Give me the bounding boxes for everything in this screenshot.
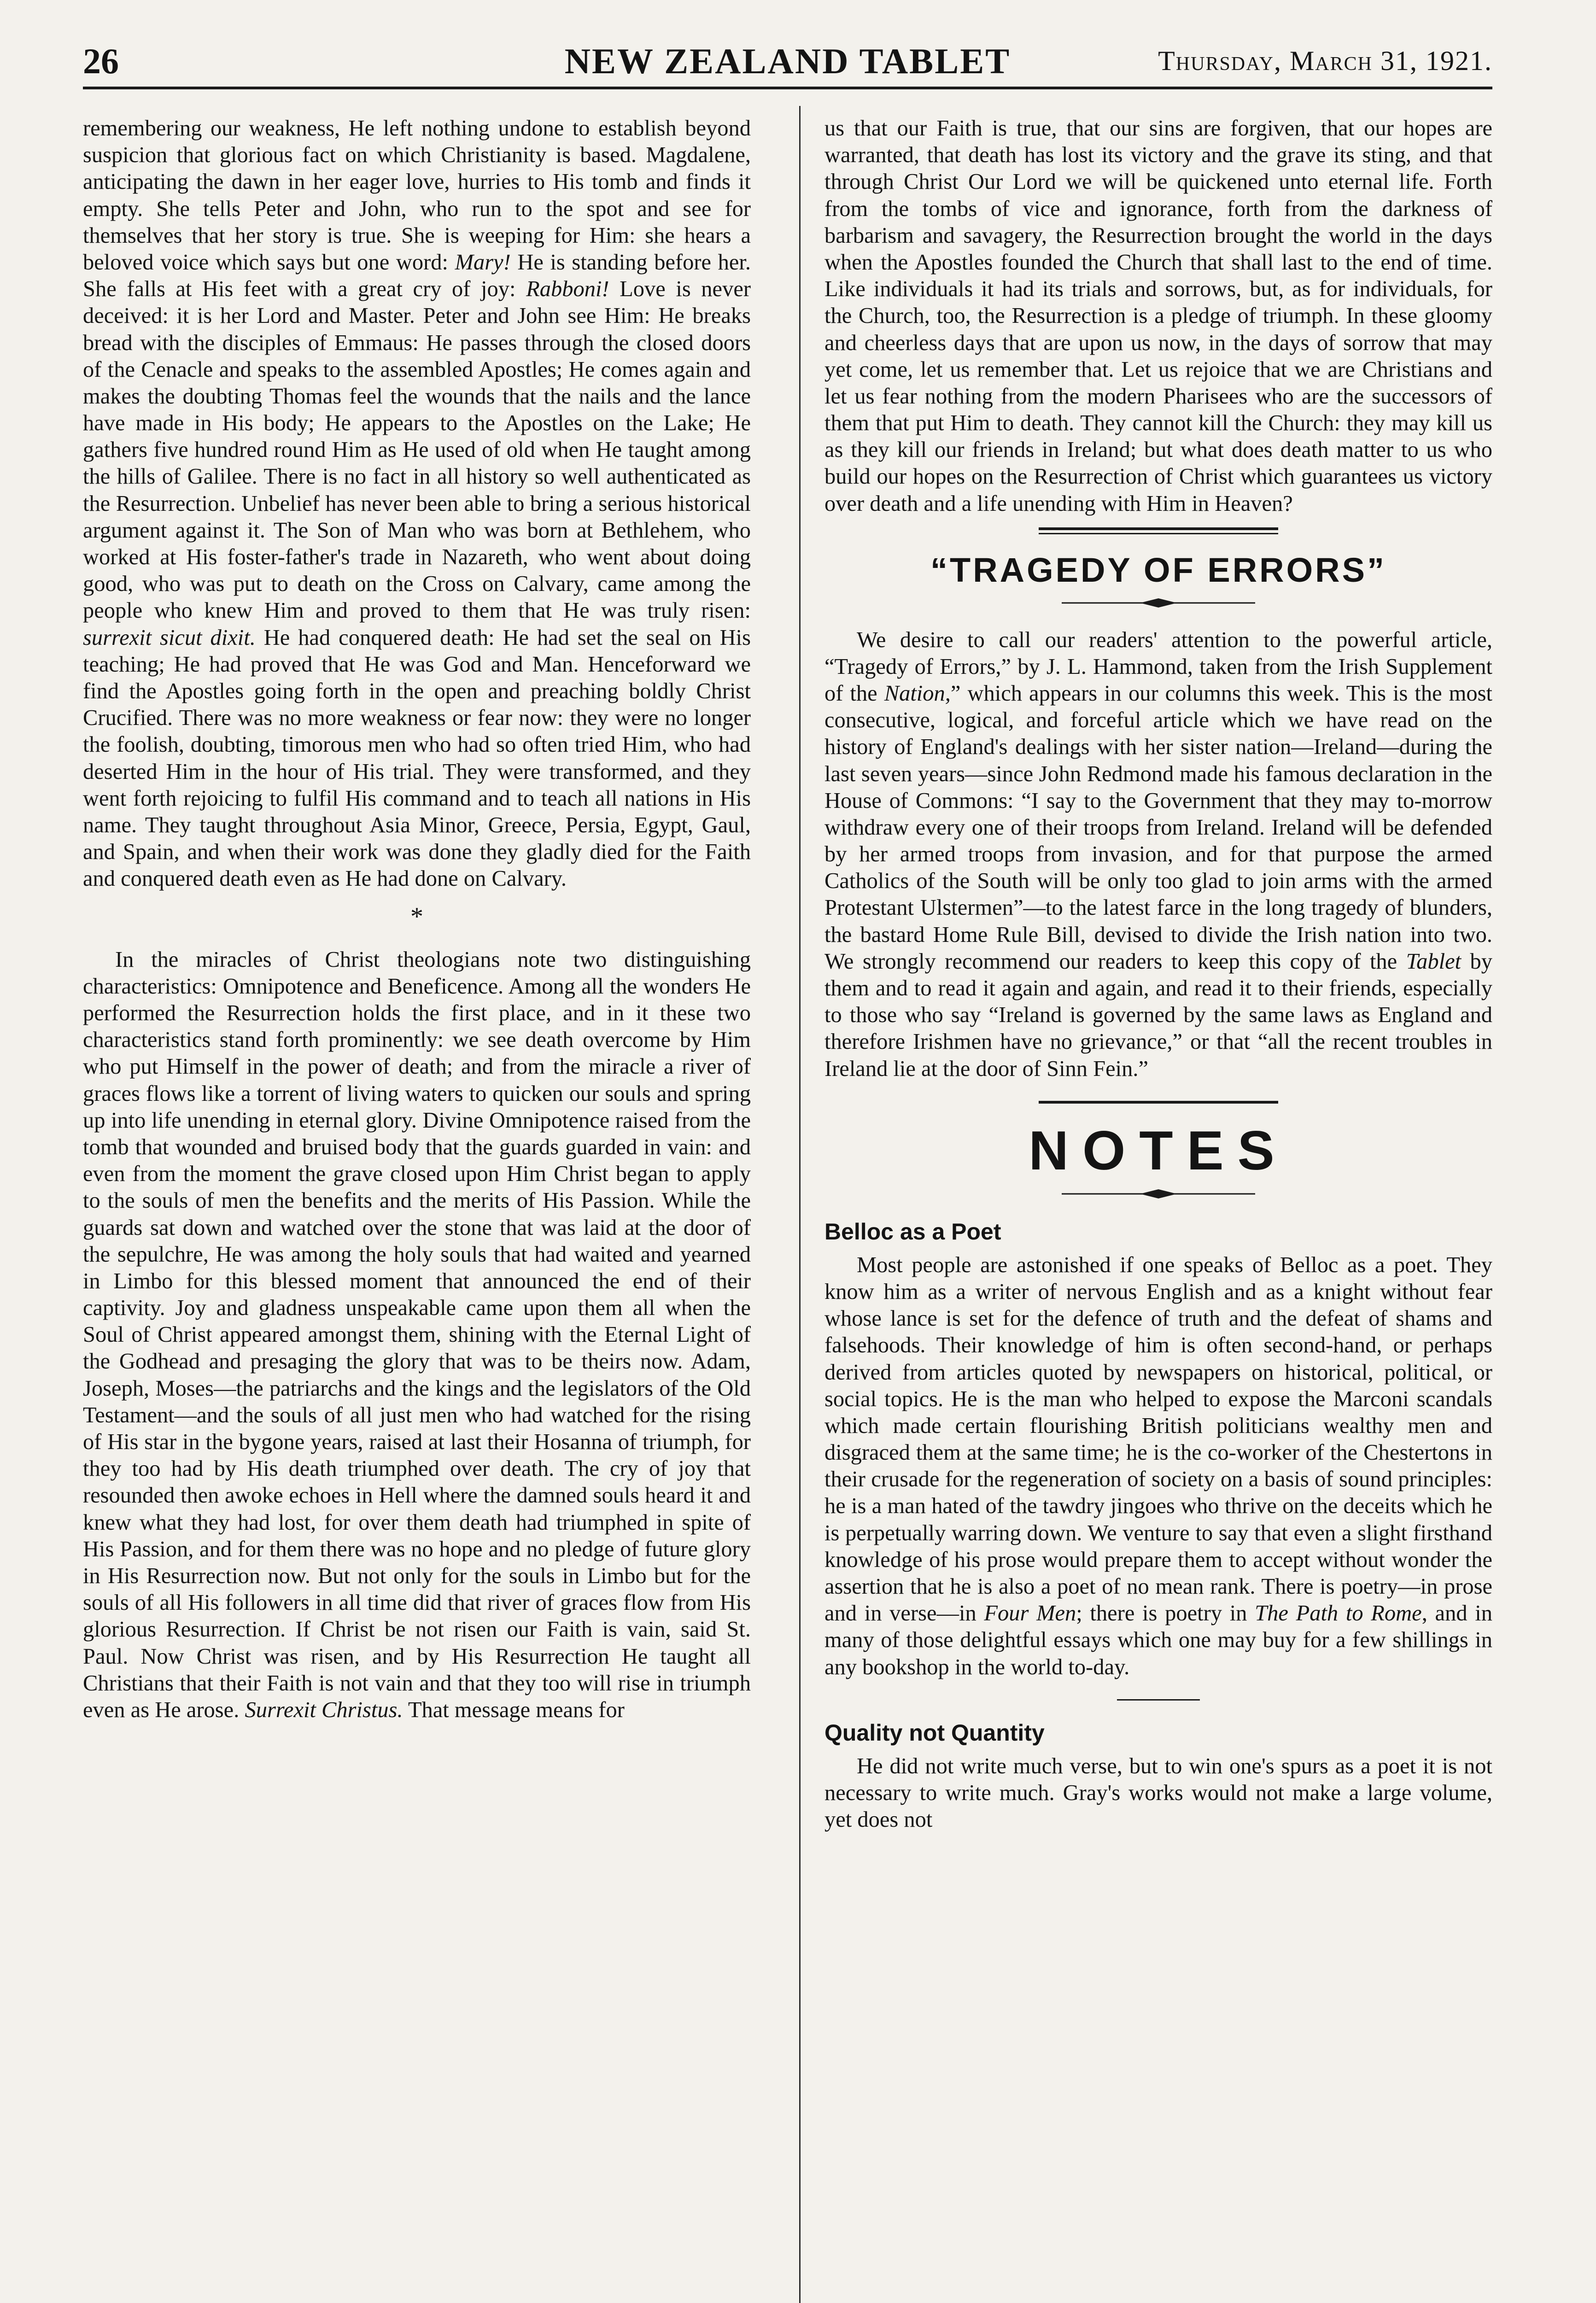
section-separator: * [410,902,423,931]
right-column [824,115,1492,1833]
tragedy-of-errors-heading: “TRAGEDY OF ERRORS” [930,550,1386,589]
quality-heading: Quality not Quantity [824,1719,1045,1746]
resurrection-paragraph-1: remembering our weakness, He left nothing undone to establish beyond suspicion that glorious fact on which Christianity is based. Magdalene, anticipating the dawn in her eager love, hurries to His tomb and finds it empty. She tells Peter and John, who run to the spot and see for themselves that her story is true. She is weeping for Him: she hears a beloved voice which says but one word: Mary! He is standing before her. She falls at His feet with a great cry of joy: Rabboni! Love is never deceived: it is her Lord and Master. Peter and John see Him: He breaks bread with the disciples of Emmaus: He passes through the closed doors of the Cenacle and speaks to the assembled Apostles; He comes again and makes the doubting Thomas feel the wounds that the nails and the lance have made in His body; He appears to the Apostles on the Lake; He gathers five hundred round Him as He used of old when He taught among the hills of Galilee. There is no fact in all history so well authenticated as the Resurrection. Unbelief has never been able to bring a serious historical argument against it. The Son of Man who was born at Bethlehem, who worked at His foster-father's trade in Nazareth, who went about doing good, who was put to death on the Cross on Calvary, came among the people who knew Him and proved to them that He was truly risen: surrexit sicut dixit. He had conquered death: He had set the seal on His teaching; He had proved that He was God and Man. Henceforward we find the Apostles going forth in the open and preaching boldly Christ Crucified. There was no more weakness or fear now: they were no longer the foolish, doubting, timorous men who had so often tried Him, who had deserted Him in the hour of His trial. They were transformed, and they went forth rejoicing to fulfil His command and to teach all nations in His name. They taught throughout Asia Minor, Greece, Persia, Egypt, Gaul, and Spain, and when their work was done they gladly died for the Faith and conquered death even as He had done on Calvary. [83,116,751,891]
column-divider [799,106,801,2303]
resurrection-paragraph-2: In the miracles of Christ theologians note two distinguishing characteristics: Omnipotence and Beneficence. Among all the wonders He performed the Resurrection holds the first place, and in it these two characteristics stand forth prominently: we see death overcome by Him who put Himself in the power of death; and from the miracle a river of graces flows like a torrent of living waters to quicken our souls and spring up into life unending in eternal glory. Divine Omnipotence raised from the tomb that wounded and bruised body that the guards guarded in vain: and even from the moment the grave closed upon Him Christ began to apply to the souls of men the benefits and the merits of His Passion. While the guards sat down and watched over the stone that was laid at the door of the sepulchre, He was among the holy souls that had waited and yearned in Limbo for this blessed moment that announced the end of their captivity. Joy and gladness unspeakable came upon them all when the Soul of Christ appeared amongst them, shining with the Eternal Light of the Godhead and presaging the glory that was to be theirs now. Adam, Joseph, Moses—the patriarchs and the kings and the legislators of the Old Testament—and the souls of all just men who had watched for the rising of His star in the bygone years, raised at last their Hosanna of triumph, for they too had by His death triumphed over death. The cry of joy that resounded then awoke echoes in Hell where the damned souls heard it and knew what they had lost, for over them death had triumphed in spite of His Passion, and for them there was no hope and no pledge of future glory in His Resurrection now. But not only for the souls in Limbo but for the souls of all His followers in all time did that river of graces flow from His glorious Resurrection. If Christ be not risen our Faith is vain, said St. Paul. Now Christ was risen, and by His Resurrection He taught all Christians that their Faith is not vain and that they too will rise in triumph even as He arose. Surrexit Christus. That message means for [83,947,751,1722]
quality-paragraph: He did not write much verse, but to win one's spurs as a poet it is not necessary to write much. Gray's works would not make a large volume, yet does not [824,1754,1492,1832]
left-column [83,115,751,1724]
belloc-paragraph: Most people are astonished if one speaks of Belloc as a poet. They know him as a writer of nervous English and as a knight without fear whose lance is set for the defence of truth and the defeat of shams and falsehoods. Their knowledge of him is often second-hand, or perhaps derived from articles quoted by newspapers on historical, political, or social topics. He is the man who helped to expose the Marconi scandals which made certain flourishing British politicians wealthy men and disgraced them at the same time; he is the co-worker of the Chestertons in their crusade for the regeneration of society on a basis of sound principles: he is a man hated of the tawdry jingoes who thrive on the deceits which he is perpetually warring down. We venture to say that even a slight firsthand knowledge of his prose would prepare them to accept without wonder the assertion that he is also a poet of no mean rank. There is poetry—in prose and in verse—in Four Men; there is poetry in The Path to Rome, and in many of those delightful essays which one may buy for a few shillings in any bookshop in the world to-day. [824,1252,1492,1679]
page-number: 26 [83,41,119,81]
notes-rule [1039,1101,1278,1104]
italic-run: Mary! [455,250,511,275]
italic-run: Rabboni! [526,277,609,302]
belloc-heading: Belloc as a Poet [824,1218,1001,1245]
italic-run: Four Men [984,1601,1076,1626]
notes-heading: NOTES [1029,1119,1288,1181]
heading-rule-thin [1039,533,1278,534]
italic-run: surrexit sicut dixit. [83,625,256,650]
tragedy-of-errors-paragraph: We desire to call our readers' attention to the powerful article, “Tragedy of Errors,” by J. L. Hammond, taken from the Irish Supplement of the Nation,” which appears in our columns this week. This is the most consecutive, logical, and forceful article which we have read on the history of England's dealings with her sister nation—Ireland—during the last seven years—since John Redmond made his famous declaration in the House of Commons: “I say to the Government that they may to-morrow withdraw every one of their troops from Ireland. Ireland will be defended by her armed troops from invasion, and for that purpose the armed Catholics of the South will be only too glad to join arms with the armed Protestant Ulstermen”—to the latest farce in the long tragedy of blunders, the bastard Home Rule Bill, devised to divide the Irish nation into two. We strongly recommend our readers to keep this copy of the Tablet by them and to read it again and again, and read it to their friends, especially to those who say “Ireland is governed by the same laws as England and therefore Irishmen have no grievance,” or that “all the recent troubles in Ireland lie at the door of Sinn Fein.” [824,627,1493,1081]
italic-run: Surrexit Christus. [245,1697,403,1722]
notes-item-rule [1117,1699,1200,1701]
heading-rule [1039,527,1278,530]
newspaper-title: NEW ZEALAND TABLET [564,41,1011,81]
issue-date: Thursday, March 31, 1921. [1158,46,1492,76]
notes-ornament-icon [1062,1188,1255,1199]
masthead-rule [83,87,1492,89]
ornament-divider-icon [1062,597,1255,608]
resurrection-paragraph-3: us that our Faith is true, that our sins are forgiven, that our hopes are warranted, that death has lost its victory and the grave its sting, and that through Christ Our Lord we will be quickened unto eternal life. Forth from the tombs of vice and ignorance, forth from the darkness of barbarism and savagery, the Resurrection brought the world in the days when the Apostles founded the Church that shall last to the end of time. Like individuals it had its trials and sorrows, but, as for individuals, for the Church, too, the Resurrection is a pledge of triumph. In these gloomy and cheerless days that are upon us now, in the days of sorrow that may yet come, let us remember that. Let us rejoice that we are Christians and let us fear nothing from the modern Pharisees who are the successors of them that put Him to death. They cannot kill the Church: they may kill us as they kill our friends in Ireland; but what does death matter to us who build our hopes on the Resurrection of Christ which guarantees us victory over death and a life unending with Him in Heaven? [824,116,1492,516]
italic-run: Nation, [884,681,951,706]
italic-run: The Path to Rome [1255,1601,1422,1626]
italic-run: Tablet [1406,949,1462,974]
